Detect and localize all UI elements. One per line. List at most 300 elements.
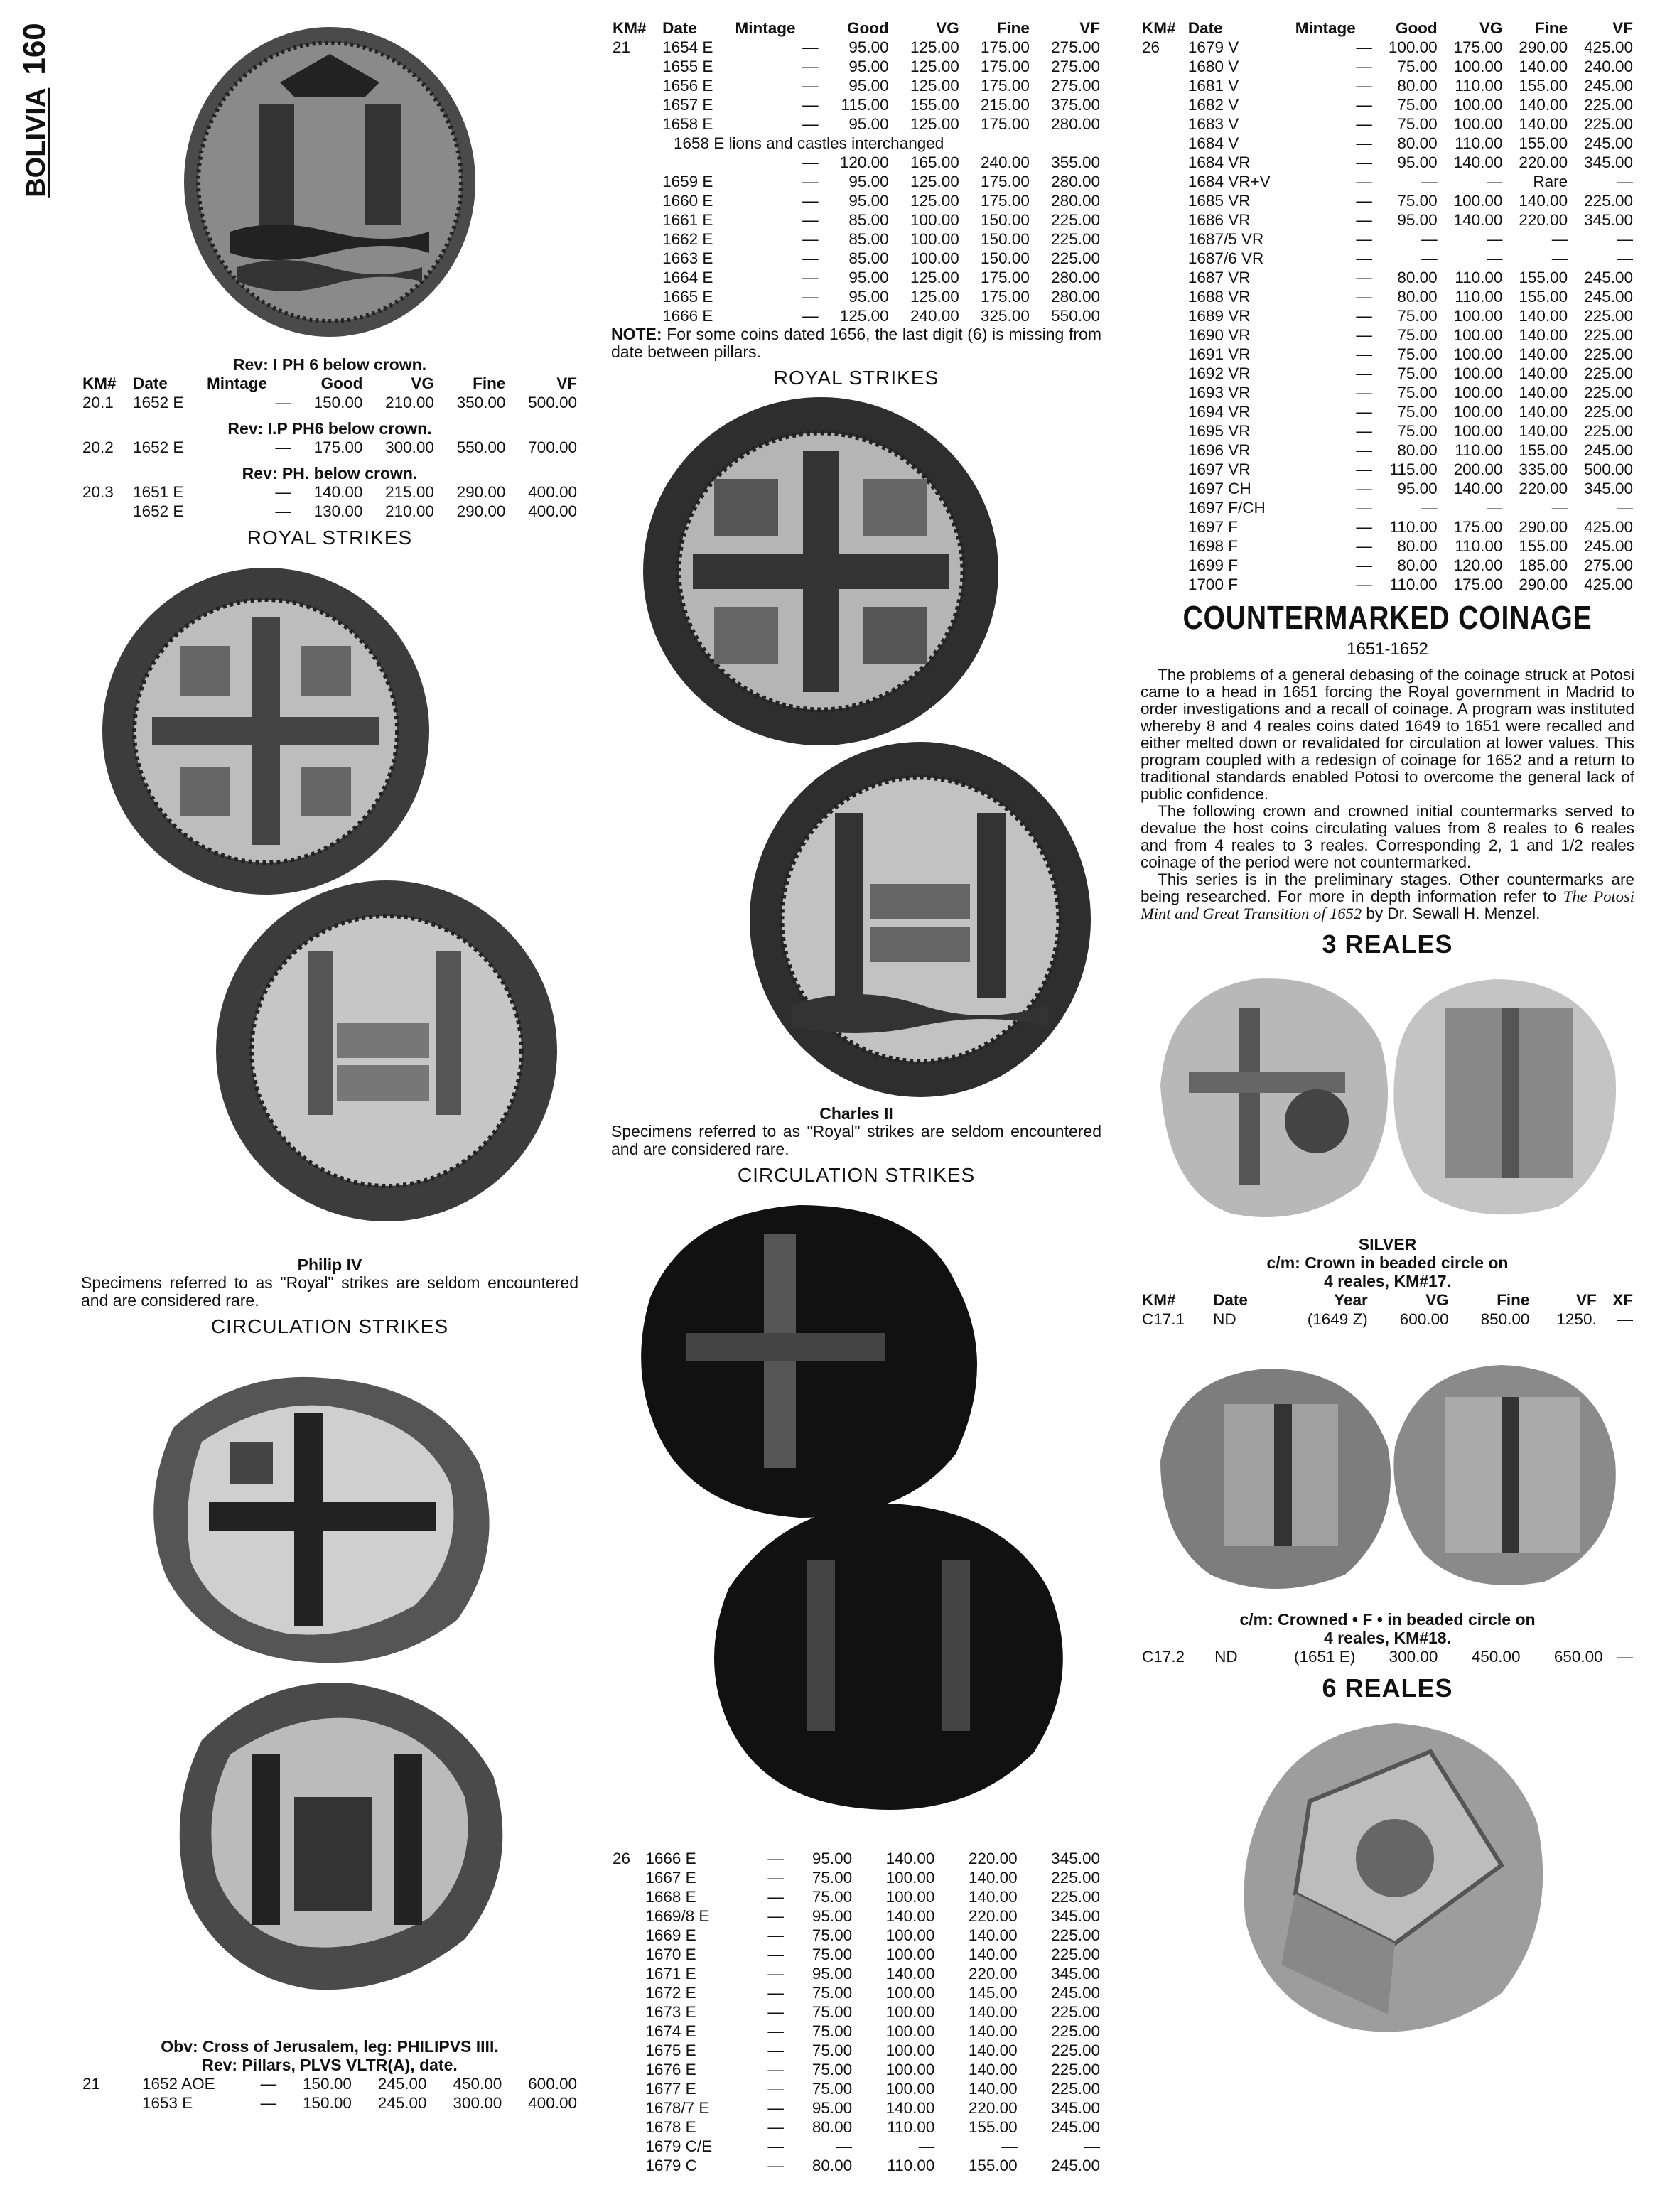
cell-vg: 100.00 (885, 2022, 935, 2040)
table-row (611, 268, 1101, 287)
cell-date: 1673 E (645, 2003, 696, 2021)
cell-vf: 225.00 (1584, 307, 1633, 325)
cell-fine: 140.00 (968, 1888, 1018, 1906)
cell-good: 80.00 (1397, 288, 1438, 306)
cell-mintage: — (767, 2118, 784, 2136)
cell-good: 75.00 (812, 1888, 853, 1906)
table-row (1141, 306, 1634, 325)
header-date: Date (662, 19, 697, 37)
cell-vg: 100.00 (1453, 345, 1503, 363)
cell-km: C17.1 (1142, 1310, 1185, 1328)
cell-fine: 850.00 (1480, 1310, 1530, 1328)
cell-vg: 140.00 (1453, 480, 1503, 497)
cell-fine: 550.00 (456, 438, 506, 456)
cell-good: 75.00 (812, 1984, 853, 2002)
cell-mintage: — (1356, 403, 1372, 421)
table-row (1141, 134, 1634, 153)
cell-vg: 125.00 (910, 115, 959, 133)
table-row (611, 1868, 1101, 1887)
cell-vf: 650.00 (1553, 1648, 1603, 1666)
cell-km (1141, 57, 1187, 76)
cell-fine: 140.00 (1519, 365, 1568, 382)
cell-good: 85.00 (848, 249, 889, 267)
header-vg: VG (1425, 1291, 1449, 1309)
cell-good: 85.00 (848, 211, 889, 229)
cell-vg: 100.00 (1453, 422, 1503, 440)
cell-mintage: — (802, 288, 819, 306)
cell-date: 1652 E (133, 394, 184, 411)
cell-vf: 700.00 (528, 438, 577, 456)
cell-mintage: — (260, 2075, 277, 2093)
coin-image-6-reales (1217, 1709, 1558, 2050)
cell-km (1141, 517, 1187, 536)
cell-km (1141, 556, 1187, 575)
cell-fine: — (1551, 249, 1568, 267)
cell-vf: 345.00 (1584, 480, 1633, 497)
cell-fine: 140.00 (968, 1926, 1018, 1944)
page-number: 160 (17, 23, 52, 75)
cell-good: 75.00 (812, 2003, 853, 2021)
cell-good: 110.00 (1389, 576, 1438, 593)
cell-vf: 500.00 (1584, 460, 1633, 478)
cell-good: 75.00 (812, 2080, 853, 2098)
table-row (1141, 57, 1634, 76)
table-row (1141, 114, 1634, 134)
cell-good: 75.00 (812, 1946, 853, 1963)
table-row (611, 1964, 1101, 1983)
cell-date: 1697 F (1187, 518, 1238, 536)
cell-vf: 1250. (1556, 1310, 1597, 1328)
cell-mintage: — (1356, 192, 1372, 210)
cell-vf: 500.00 (528, 394, 577, 411)
cell-good: 80.00 (1397, 269, 1438, 286)
header-good: Good (1395, 19, 1438, 37)
cell-fine: 155.00 (1519, 134, 1568, 152)
cell-km (611, 1906, 644, 1926)
cell-date: 1659 E (662, 173, 713, 190)
cell-good: — (1421, 230, 1438, 248)
cell-mintage: — (1356, 345, 1372, 363)
cell-fine: 140.00 (1519, 422, 1568, 440)
cell-vg: 100.00 (885, 1869, 935, 1887)
cell-fine: Rare (1533, 173, 1568, 190)
cell-mintage: — (802, 249, 819, 267)
cell-date: 1697 F/CH (1187, 499, 1266, 517)
paragraph-3 (1141, 871, 1634, 922)
cell-mintage: — (1356, 441, 1372, 459)
cell-vg: 140.00 (885, 2099, 935, 2117)
cell-date: 1679 C (645, 2157, 697, 2174)
three-reales-heading: 3 REALES (1322, 929, 1453, 959)
cell-date: 1663 E (662, 249, 713, 267)
cell-vf: 275.00 (1051, 58, 1100, 75)
table-row (611, 76, 1101, 95)
cell-vf: — (1617, 249, 1633, 267)
cell-good: 75.00 (1397, 345, 1438, 363)
cell-fine: 290.00 (1519, 576, 1568, 593)
cell-mintage: — (1356, 480, 1372, 497)
cell-km (611, 1983, 644, 2002)
cell-good: 80.00 (1397, 77, 1438, 95)
cell-date: 1684 V (1187, 134, 1239, 152)
royal-strikes-heading: ROYAL STRIKES (247, 527, 413, 549)
cell-km (611, 2156, 644, 2175)
cell-vf: 400.00 (528, 483, 577, 501)
table-row (1141, 364, 1634, 383)
book-title: The Potosi Mint and Great Transition of 1652 (1141, 888, 1634, 922)
cell-fine: 145.00 (968, 1984, 1018, 2002)
table-row (1141, 345, 1634, 364)
cell-good: 95.00 (812, 1907, 853, 1925)
cell-mintage: — (767, 1888, 784, 1906)
cell-fine: 140.00 (1519, 345, 1568, 363)
cell-vg: 110.00 (1455, 537, 1503, 555)
cell-fine: 155.00 (968, 2157, 1018, 2174)
cell-mintage: — (1356, 77, 1372, 95)
cell-km: 20.1 (82, 394, 114, 411)
cell-vf: 240.00 (1584, 58, 1633, 75)
cell-good: 95.00 (848, 38, 889, 56)
cell-good: 125.00 (839, 307, 889, 325)
cell-vf: 425.00 (1584, 38, 1633, 56)
cell-vg: 100.00 (885, 2003, 935, 2021)
table-row (611, 2022, 1101, 2041)
cell-km: C17.2 (1142, 1648, 1185, 1666)
cell-date: 1685 VR (1187, 192, 1251, 210)
cell-mintage: — (802, 96, 819, 114)
cell-vf: 345.00 (1584, 153, 1633, 171)
cell-fine: 175.00 (981, 269, 1030, 286)
table-row (1141, 210, 1634, 230)
cell-mintage: — (802, 153, 819, 171)
table-row (611, 1983, 1101, 2002)
cell-vg: 110.00 (887, 2118, 935, 2136)
cell-good: 95.00 (1397, 211, 1438, 229)
cell-mintage: — (802, 269, 819, 286)
header-km: KM# (1142, 1291, 1176, 1309)
cell-good: 95.00 (848, 77, 889, 95)
cell-vg: 600.00 (1399, 1310, 1449, 1328)
philip-iv-note: Specimens referred to as "Royal" strikes are seldom encountered and are considered rare. (81, 1273, 578, 1310)
cell-fine: 215.00 (981, 96, 1030, 114)
table-row (81, 482, 578, 502)
cell-date: 1693 VR (1187, 384, 1251, 401)
cell-mintage: — (767, 2061, 784, 2078)
cell-km (1141, 95, 1187, 114)
cell-fine: 220.00 (1519, 480, 1568, 497)
cell-vg: 100.00 (1453, 192, 1503, 210)
cell-mintage: — (1356, 173, 1372, 190)
table-header-row (611, 18, 1101, 38)
cell-date: 1671 E (645, 1965, 696, 1982)
cell-date: 1688 VR (1187, 288, 1251, 306)
cell-good: 85.00 (848, 230, 889, 248)
cell-km: 21 (613, 38, 631, 56)
cell-mintage: — (767, 1984, 784, 2002)
cell-vg: 100.00 (1453, 115, 1503, 133)
cell-vg: 100.00 (910, 249, 959, 267)
cell-mintage: — (1356, 326, 1372, 344)
cell-good: 130.00 (313, 502, 363, 520)
cell-vg: 100.00 (885, 1926, 935, 1944)
cell-km (611, 287, 661, 306)
cell-fine: 175.00 (981, 173, 1030, 190)
cell-fine: 140.00 (1519, 192, 1568, 210)
cell-mintage: — (802, 38, 819, 56)
table-row (1141, 191, 1634, 210)
cell-vg: 100.00 (885, 1888, 935, 1906)
cell-good: 75.00 (1397, 307, 1438, 325)
table-row (1141, 421, 1634, 441)
table-row (611, 1849, 1101, 1868)
cell-vf: 345.00 (1051, 1850, 1100, 1867)
table-row (1141, 383, 1634, 402)
cell-km (1141, 249, 1187, 268)
cell-xf: — (1617, 1310, 1633, 1328)
cell-good: 140.00 (313, 483, 363, 501)
km26-price-table-part2 (1141, 18, 1634, 594)
cell-fine: 175.00 (981, 77, 1030, 95)
header-km: KM# (82, 374, 117, 392)
cell-mintage: — (767, 2041, 784, 2059)
cell-mintage: — (1356, 269, 1372, 286)
cell-date (661, 153, 733, 172)
cell-fine: 140.00 (968, 2003, 1018, 2021)
header-vg: VG (936, 19, 959, 37)
cell-date: 1684 VR+V (1187, 173, 1271, 190)
countermark-table-1 (1141, 1290, 1634, 1329)
cell-good: 75.00 (812, 2061, 853, 2078)
cell-date: 1692 VR (1187, 365, 1251, 382)
cell-km (81, 2093, 141, 2113)
table-row (1141, 556, 1634, 575)
cell-fine: 155.00 (968, 2118, 1018, 2136)
cell-km (1141, 287, 1187, 306)
header-fine: Fine (473, 374, 506, 392)
cell-vf: 280.00 (1051, 288, 1100, 306)
column-3 (1141, 18, 1634, 2050)
cell-vg: 100.00 (1453, 326, 1503, 344)
cell-vf: 225.00 (1051, 2061, 1100, 2078)
cell-mintage: — (802, 211, 819, 229)
km20-price-table (81, 374, 578, 521)
cell-vg: 125.00 (910, 38, 959, 56)
cell-vg: 140.00 (885, 1965, 935, 1982)
coin-image-km20-reverse (173, 18, 486, 345)
cell-good: 175.00 (313, 438, 363, 456)
cell-date: 1651 E (133, 483, 184, 501)
cell-good: 95.00 (812, 1850, 853, 1867)
cell-mintage: — (1356, 518, 1372, 536)
cell-fine: 220.00 (968, 1907, 1018, 1925)
cell-vg: — (1486, 499, 1503, 517)
cell-vf: 345.00 (1051, 1907, 1100, 1925)
cell-km (611, 230, 661, 249)
cell-date: 1657 E (662, 96, 713, 114)
cell-vg: 175.00 (1453, 38, 1503, 56)
cell-fine: — (1551, 230, 1568, 248)
cell-fine: 155.00 (1519, 441, 1568, 459)
cell-vg: 125.00 (910, 269, 959, 286)
cell-mintage: — (802, 230, 819, 248)
cell-vg: 140.00 (1453, 211, 1503, 229)
cell-vf: 225.00 (1584, 422, 1633, 440)
cell-vf: 225.00 (1051, 2022, 1100, 2040)
cell-fine: 155.00 (1519, 77, 1568, 95)
cell-km (1141, 114, 1187, 134)
paragraph-3-end: by Dr. Sewall H. Menzel. (1362, 905, 1541, 922)
cell-date: 1655 E (662, 58, 713, 75)
cell-good: 95.00 (848, 58, 889, 75)
cell-vf: 245.00 (1584, 134, 1633, 152)
cell-vg: 100.00 (1453, 365, 1503, 382)
note-text: For some coins dated 1656, the last digit (6) is missing from date between pillars. (611, 325, 1101, 361)
header-fine: Fine (996, 19, 1030, 37)
header-fine: Fine (1534, 19, 1568, 37)
cell-mintage: — (275, 502, 291, 520)
cell-vg: 210.00 (385, 394, 434, 411)
cell-km (1141, 191, 1187, 210)
cell-fine: 175.00 (981, 58, 1030, 75)
royal-strikes-heading-2: ROYAL STRIKES (773, 367, 939, 389)
cell-vf: 225.00 (1584, 326, 1633, 344)
header-fine: Fine (1497, 1291, 1530, 1309)
cell-vf: 225.00 (1051, 1926, 1100, 1944)
table-row (1141, 479, 1634, 498)
table-row (81, 2074, 578, 2093)
cell-good: 75.00 (1397, 422, 1438, 440)
table-row (611, 191, 1101, 210)
cell-vf: 425.00 (1584, 518, 1633, 536)
paragraph-1: The problems of a general debasing of the coinage struck at Potosi came to a head in 1651 forcing the Royal government in Madrid to order investigations and a recall of coinage. A program was instituted whereby 8 and 4 reales coins dated 1649 to 1651 were recalled and either melted down or revalidated for circulation at lower values. This program coupled with a redesign of coinage for 1652 and a return to traditional standards enabled Potosi to overcome the general lack of public confidence. (1141, 666, 1634, 803)
cell-vf: 245.00 (1051, 1984, 1100, 2002)
cell-good: 75.00 (812, 1869, 853, 1887)
table-row (1141, 268, 1634, 287)
cell-date: 1699 F (1187, 556, 1238, 574)
cell-km (611, 1887, 644, 1906)
cell-fine: 140.00 (1519, 58, 1568, 75)
cell-date: 1697 VR (1187, 460, 1251, 478)
cell-mintage: — (1356, 38, 1372, 56)
cell-km (611, 249, 661, 268)
cell-good: 100.00 (1388, 38, 1438, 56)
cell-vg: 100.00 (1453, 403, 1503, 421)
cell-fine: 140.00 (1519, 307, 1568, 325)
cell-mintage: — (767, 1965, 784, 1982)
table-row (611, 2156, 1101, 2175)
cell-vg: 100.00 (1453, 307, 1503, 325)
cell-vg: 100.00 (1453, 96, 1503, 114)
cell-vf: 225.00 (1051, 2080, 1100, 2098)
cell-vg: 125.00 (910, 288, 959, 306)
cell-date: 1698 F (1187, 537, 1238, 555)
cell-vf: 280.00 (1051, 115, 1100, 133)
cell-km (611, 1868, 644, 1887)
cell-fine: 150.00 (981, 249, 1030, 267)
cell-good: 75.00 (1397, 384, 1438, 401)
cell-mintage: — (1356, 211, 1372, 229)
table-row (1141, 1310, 1634, 1329)
cell-mintage: — (1356, 230, 1372, 248)
cell-vf: 225.00 (1051, 1888, 1100, 1906)
header-mintage: Mintage (207, 374, 268, 392)
cell-vg: — (1486, 173, 1503, 190)
cell-km (611, 2060, 644, 2079)
cell-date: 1652 E (133, 438, 184, 456)
cell-vf: 225.00 (1051, 1946, 1100, 1963)
cell-mintage: — (275, 483, 291, 501)
cell-vg: 215.00 (385, 483, 434, 501)
cell-date: 1662 E (662, 230, 713, 248)
cell-good: 75.00 (1397, 96, 1438, 114)
cell-fine: 220.00 (968, 2099, 1018, 2117)
cell-mintage: — (802, 115, 819, 133)
km20-3-caption: Rev: PH. below crown. (242, 464, 418, 482)
header-km: KM# (613, 19, 647, 37)
countermarked-years: 1651-1652 (1347, 640, 1428, 659)
table-row (611, 57, 1101, 76)
cell-fine: 175.00 (981, 38, 1030, 56)
cell-good: 115.00 (841, 96, 889, 114)
cell-km (611, 153, 661, 172)
cell-vf: 225.00 (1584, 345, 1633, 363)
cell-vg: — (918, 2137, 935, 2155)
cell-vg: 155.00 (910, 96, 959, 114)
cell-vg: 120.00 (1453, 556, 1503, 574)
table-row (611, 2060, 1101, 2079)
cell-vf: — (1617, 499, 1633, 517)
cell-km (1141, 383, 1187, 402)
cell-mintage: — (1356, 537, 1372, 555)
cell-fine: 300.00 (453, 2094, 502, 2112)
cell-km (611, 1926, 644, 1945)
cell-km: 20.3 (82, 483, 114, 501)
table-row (1141, 402, 1634, 421)
cell-vf: 225.00 (1584, 96, 1633, 114)
cell-km: 21 (82, 2075, 101, 2093)
cell-mintage: — (1356, 307, 1372, 325)
table-row (1141, 172, 1634, 191)
cell-vg: 110.00 (1455, 441, 1503, 459)
table-row (611, 1906, 1101, 1926)
cell-date: 1695 VR (1187, 422, 1251, 440)
cell-mintage: — (767, 2022, 784, 2040)
cell-fine: 150.00 (981, 211, 1030, 229)
cell-date: 1679 C/E (645, 2137, 713, 2155)
cell-fine: 175.00 (981, 288, 1030, 306)
table-row (1141, 287, 1634, 306)
cell-vf: 345.00 (1051, 2099, 1100, 2117)
table-header-row (1141, 18, 1634, 38)
table-row (81, 438, 578, 457)
circulation-strikes-heading: CIRCULATION STRIKES (210, 1315, 449, 1337)
table-row (611, 1887, 1101, 1906)
cell-fine: 140.00 (968, 2022, 1018, 2040)
cell-km (1141, 498, 1187, 517)
cell-good: 75.00 (812, 2041, 853, 2059)
cell-vf: 345.00 (1584, 211, 1633, 229)
cell-mintage: — (275, 394, 291, 411)
page-side-label (14, 14, 55, 206)
cell-vf: 280.00 (1051, 192, 1100, 210)
cell-vg: 100.00 (885, 2080, 935, 2098)
cell-good: 80.00 (812, 2157, 853, 2174)
cell-date: 1690 VR (1187, 326, 1251, 344)
subheading-row (611, 134, 1101, 153)
cell-km (611, 2117, 644, 2137)
cell-good: — (1421, 499, 1438, 517)
cell-km: 26 (613, 1850, 631, 1867)
